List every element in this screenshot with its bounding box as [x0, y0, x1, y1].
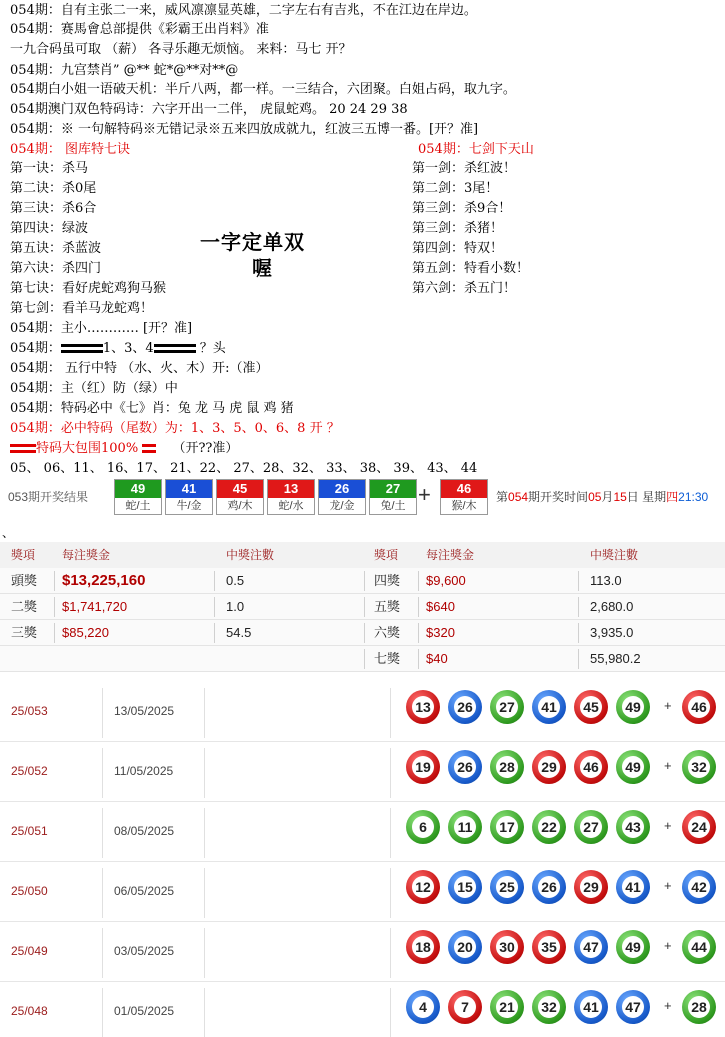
line-9-mid: 1、3、4 [102, 341, 154, 356]
lottery-ball-number: 27 [496, 696, 518, 718]
header-amount-2: 每注獎金 [426, 548, 475, 562]
text-line-10: 054期： 五行中特 （水、火、木）开:（准） [10, 361, 269, 376]
lottery-ball-number: 49 [622, 696, 644, 718]
right-tip-item: 第三剑：杀猪！ [412, 221, 504, 236]
column-divider [102, 748, 103, 798]
prize-count: 1.0 [226, 599, 245, 614]
left-tip-item: 第四诀：绿波 [10, 221, 89, 236]
result-ball-zodiac: 牛/金 [166, 498, 212, 514]
lottery-ball-number: 26 [454, 756, 476, 778]
lottery-ball-number: 24 [688, 816, 710, 838]
left-tip-item: 第七剑：看羊马龙蛇鸡！ [10, 301, 154, 316]
prize-count: 3,935.0 [590, 625, 634, 640]
right-tip-item: 第四剑：特双！ [412, 241, 504, 256]
prize-row [0, 646, 725, 672]
lottery-ball [490, 990, 524, 1024]
column-divider [204, 988, 205, 1037]
bars-decoration [10, 444, 36, 453]
lottery-ball-number: 49 [622, 756, 644, 778]
history-date: 13/05/2025 [114, 704, 175, 718]
info-time: 21:30 [678, 490, 709, 504]
lottery-ball [448, 930, 482, 964]
result-ball-number: 27 [370, 480, 416, 498]
lottery-ball-number: 49 [622, 936, 644, 958]
info-month: 05 [588, 490, 602, 504]
line-14-red: 特码大包围100% [36, 441, 139, 456]
lottery-ball [490, 810, 524, 844]
right-section-title: 054期：七剑下天山 [418, 142, 534, 157]
column-divider [418, 623, 419, 643]
column-divider [578, 649, 579, 669]
history-period: 25/049 [11, 944, 48, 958]
column-divider [204, 748, 205, 798]
result-ball-zodiac: 蛇/土 [115, 498, 161, 514]
lottery-ball-number: 12 [412, 876, 434, 898]
prize-header-row [0, 542, 725, 568]
history-date: 01/05/2025 [114, 1004, 175, 1018]
column-divider [102, 808, 103, 858]
column-divider [204, 688, 205, 738]
lottery-ball [406, 750, 440, 784]
left-tip-item: 第二诀：杀0尾 [10, 181, 97, 196]
column-divider [214, 597, 215, 617]
history-row [0, 684, 725, 742]
column-divider [364, 623, 365, 643]
lottery-ball-number: 32 [538, 996, 560, 1018]
column-divider [102, 868, 103, 918]
prize-name: 三獎 [11, 625, 38, 640]
lottery-ball-number: 47 [622, 996, 644, 1018]
lottery-ball [448, 870, 482, 904]
prize-row [0, 594, 725, 620]
lottery-ball-number: 25 [496, 876, 518, 898]
column-divider [390, 868, 391, 918]
lottery-ball [574, 810, 608, 844]
history-row [0, 864, 725, 922]
lottery-ball [574, 750, 608, 784]
plus-sign: + [664, 998, 672, 1013]
history-period: 25/051 [11, 824, 48, 838]
column-divider [390, 928, 391, 978]
lottery-ball [616, 870, 650, 904]
column-divider [102, 928, 103, 978]
text-line-5: 054期白小姐一语破天机：半斤八两，都一样。一三结合，六团聚。白姐占码，取九字。 [10, 82, 516, 97]
lottery-ball [682, 930, 716, 964]
right-tip-item: 第五剑：特看小数！ [412, 261, 530, 276]
prize-table [0, 542, 725, 672]
column-divider [102, 688, 103, 738]
prize-amount: $640 [426, 599, 455, 614]
column-divider [364, 597, 365, 617]
column-divider [578, 623, 579, 643]
lottery-ball-number: 21 [496, 996, 518, 1018]
lottery-ball-number: 4 [412, 996, 434, 1018]
lottery-ball-number: 28 [688, 996, 710, 1018]
lottery-ball-number: 43 [622, 816, 644, 838]
result-ball [318, 479, 366, 515]
lottery-ball [574, 990, 608, 1024]
lottery-ball-number: 15 [454, 876, 476, 898]
lottery-ball [448, 810, 482, 844]
column-divider [390, 808, 391, 858]
lottery-ball [448, 690, 482, 724]
column-divider [418, 571, 419, 591]
text-line-7: 054期：※ 一句解特码※无错记录※五来四放成就九，红波三五博一番。[开？准] [10, 122, 479, 137]
prize-row [0, 568, 725, 594]
lottery-ball [532, 690, 566, 724]
result-ball-number: 13 [268, 480, 314, 498]
result-ball-number: 49 [115, 480, 161, 498]
prize-name: 六獎 [374, 625, 401, 640]
lottery-ball [574, 690, 608, 724]
draw-time-info [496, 488, 708, 505]
lottery-ball-number: 47 [580, 936, 602, 958]
column-divider [54, 623, 55, 643]
info-m: 月 [601, 490, 614, 504]
lottery-ball [682, 690, 716, 724]
lottery-ball-number: 27 [580, 816, 602, 838]
lottery-ball [448, 750, 482, 784]
lottery-ball [490, 870, 524, 904]
lottery-ball-number: 28 [496, 756, 518, 778]
prize-name: 二獎 [11, 599, 38, 614]
prize-count: 55,980.2 [590, 651, 641, 666]
lottery-ball [616, 690, 650, 724]
plus-sign: + [664, 758, 672, 773]
header-item-2: 獎項 [374, 548, 399, 562]
lottery-ball-number: 11 [454, 816, 476, 838]
lottery-ball-number: 26 [538, 876, 560, 898]
lottery-ball [406, 870, 440, 904]
lottery-ball-number: 18 [412, 936, 434, 958]
prize-amount: $85,220 [62, 625, 109, 640]
lottery-ball [574, 870, 608, 904]
column-divider [102, 988, 103, 1037]
result-ball-zodiac: 猴/木 [441, 498, 487, 514]
info-pre: 第 [496, 490, 509, 504]
lottery-ball-number: 29 [538, 756, 560, 778]
result-ball [440, 479, 488, 515]
text-line-12: 054期：特码必中《七》肖：兔 龙 马 虎 鼠 鸡 猪 [10, 401, 294, 416]
tick-mark: 、 [2, 526, 15, 540]
lottery-ball [616, 750, 650, 784]
info-period: 054 [508, 490, 529, 504]
lottery-ball-number: 41 [622, 876, 644, 898]
lottery-ball [682, 870, 716, 904]
bars-decoration [154, 344, 196, 353]
lottery-ball-number: 32 [688, 756, 710, 778]
left-tip-item: 第六诀：杀四门 [10, 261, 102, 276]
lottery-ball-number: 44 [688, 936, 710, 958]
header-amount: 每注獎金 [62, 548, 111, 562]
history-date: 08/05/2025 [114, 824, 175, 838]
prize-count: 54.5 [226, 625, 252, 640]
plus-sign: + [664, 818, 672, 833]
column-divider [54, 597, 55, 617]
lottery-ball [406, 930, 440, 964]
lottery-ball [490, 930, 524, 964]
history-date: 03/05/2025 [114, 944, 175, 958]
prize-count: 0.5 [226, 573, 245, 588]
result-ball-number: 26 [319, 480, 365, 498]
result-ball [267, 479, 315, 515]
lottery-ball-number: 35 [538, 936, 560, 958]
lottery-ball [406, 990, 440, 1024]
lottery-ball-number: 46 [580, 756, 602, 778]
line-14-black: （开??准） [172, 441, 239, 456]
column-divider [204, 928, 205, 978]
right-tip-item: 第六剑：杀五门！ [412, 281, 517, 296]
lottery-ball-number: 41 [580, 996, 602, 1018]
lottery-ball-number: 17 [496, 816, 518, 838]
lottery-ball [532, 810, 566, 844]
history-period: 25/050 [11, 884, 48, 898]
history-row [0, 924, 725, 982]
prize-count: 2,680.0 [590, 599, 634, 614]
plus-sign: + [418, 482, 431, 507]
column-divider [204, 808, 205, 858]
result-strip [0, 478, 725, 518]
lottery-ball-number: 26 [454, 696, 476, 718]
left-tip-item: 第五诀：杀蓝波 [10, 241, 102, 256]
column-divider [364, 649, 365, 669]
column-divider [364, 571, 365, 591]
column-divider [578, 571, 579, 591]
big-title: 一字定单双 [200, 230, 305, 254]
column-divider [578, 597, 579, 617]
lottery-ball [406, 690, 440, 724]
line-9-prefix: 054期： [10, 341, 61, 356]
lottery-ball-number: 13 [412, 696, 434, 718]
result-ball-number: 46 [441, 480, 487, 498]
lottery-ball [682, 990, 716, 1024]
prize-name: 頭獎 [11, 573, 38, 588]
column-divider [214, 571, 215, 591]
text-line-15: 05、 06、11、 16、17、 21、22、 27、28、32、 33、 38、 39、 43、 44 [10, 461, 478, 476]
history-period: 25/053 [11, 704, 48, 718]
left-tip-item: 第一诀：杀马 [10, 161, 89, 176]
lottery-ball [532, 990, 566, 1024]
right-tip-item: 第三剑：杀9合！ [412, 201, 512, 216]
result-ball-zodiac: 龙/金 [319, 498, 365, 514]
right-tip-item: 第二剑：3尾！ [412, 181, 499, 196]
result-ball-number: 45 [217, 480, 263, 498]
lottery-ball [532, 870, 566, 904]
lottery-ball [616, 990, 650, 1024]
column-divider [390, 688, 391, 738]
prize-amount: $13,225,160 [62, 572, 146, 589]
history-row [0, 804, 725, 862]
text-line-9 [10, 340, 226, 358]
left-tip-item: 第三诀：杀6合 [10, 201, 97, 216]
lottery-ball [532, 750, 566, 784]
column-divider [390, 748, 391, 798]
info-d: 日 星期 [626, 490, 667, 504]
result-label: 053期开奖结果 [8, 490, 89, 504]
plus-sign: + [664, 698, 672, 713]
lottery-ball [448, 990, 482, 1024]
result-ball-zodiac: 鸡/木 [217, 498, 263, 514]
text-line-14 [10, 440, 238, 458]
lottery-ball-number: 42 [688, 876, 710, 898]
lottery-ball [406, 810, 440, 844]
result-ball-zodiac: 兔/土 [370, 498, 416, 514]
prize-count: 113.0 [590, 573, 622, 588]
prize-row [0, 620, 725, 646]
column-divider [214, 623, 215, 643]
right-tip-item: 第一剑：杀红波！ [412, 161, 517, 176]
lottery-ball [490, 750, 524, 784]
line-9-suffix: ？头 [195, 341, 226, 356]
left-section-title: 054期： 图库特七诀 [10, 142, 130, 157]
lottery-ball-number: 45 [580, 696, 602, 718]
history-period: 25/048 [11, 1004, 48, 1018]
prize-name: 四獎 [374, 573, 401, 588]
history-row [0, 984, 725, 1037]
plus-sign: + [664, 938, 672, 953]
prize-amount: $9,600 [426, 573, 466, 588]
lottery-ball-number: 19 [412, 756, 434, 778]
prize-name: 五獎 [374, 599, 401, 614]
lottery-ball-number: 29 [580, 876, 602, 898]
lottery-ball [682, 810, 716, 844]
text-line-2: 054期：赛馬會总部提供《彩霸王出肖料》准 [10, 22, 269, 37]
result-ball [369, 479, 417, 515]
info-day: 15 [613, 490, 627, 504]
big-title-2: 喔 [252, 256, 273, 280]
lottery-ball [616, 810, 650, 844]
lottery-ball [616, 930, 650, 964]
column-divider [204, 868, 205, 918]
prize-amount: $1,741,720 [62, 599, 128, 614]
lottery-ball [490, 690, 524, 724]
header-item: 獎項 [11, 548, 36, 562]
lottery-ball-number: 7 [454, 996, 476, 1018]
bars-decoration [142, 444, 156, 453]
lottery-ball-number: 30 [496, 936, 518, 958]
lottery-ball-number: 22 [538, 816, 560, 838]
result-ball-number: 41 [166, 480, 212, 498]
left-tip-item: 第七诀：看好虎蛇鸡狗马猴 [10, 281, 167, 296]
column-divider [390, 988, 391, 1037]
info-mid: 期开奖时间 [528, 490, 589, 504]
prize-amount: $320 [426, 625, 455, 640]
result-ball-zodiac: 蛇/水 [268, 498, 314, 514]
text-line-6: 054期澳门双色特码诗：六字开出一二伴， 虎鼠蛇鸡。 20 24 29 38 [10, 102, 408, 117]
result-ball [165, 479, 213, 515]
header-count: 中獎注數 [226, 548, 275, 562]
prize-amount: $40 [426, 651, 448, 666]
text-line-3: 一九合码虽可取 （薪） 各寻乐趣无烦恼。 来料：马七 开？ [10, 42, 352, 57]
info-week: 四 [666, 490, 679, 504]
lottery-ball [682, 750, 716, 784]
column-divider [418, 597, 419, 617]
history-date: 11/05/2025 [114, 764, 174, 778]
text-line-8: 054期：主小………… [开？准] [10, 321, 193, 336]
history-row [0, 744, 725, 802]
header-count-2: 中獎注數 [590, 548, 639, 562]
prize-name: 七獎 [374, 651, 401, 666]
lottery-ball [574, 930, 608, 964]
plus-sign: + [664, 878, 672, 893]
column-divider [418, 649, 419, 669]
text-line-4: 054期：九宫禁肖” @** 蛇*@**对**@ [10, 63, 239, 78]
text-line-11: 054期：主（红）防（绿）中 [10, 381, 178, 396]
column-divider [54, 571, 55, 591]
result-ball [216, 479, 264, 515]
history-date: 06/05/2025 [114, 884, 175, 898]
history-period: 25/052 [11, 764, 48, 778]
lottery-ball-number: 6 [412, 816, 434, 838]
text-line-13: 054期：必中特码（尾数）为：1、3、5、0、6、8 开 ？ [10, 421, 340, 436]
result-ball [114, 479, 162, 515]
bars-decoration [61, 344, 103, 353]
lottery-ball-number: 46 [688, 696, 710, 718]
lottery-ball-number: 41 [538, 696, 560, 718]
lottery-ball-number: 20 [454, 936, 476, 958]
text-line-1: 054期：自有主张二一来，威风凛凛显英雄，二字左右有吉兆，不在江边在岸边。 [10, 3, 477, 18]
lottery-ball [532, 930, 566, 964]
